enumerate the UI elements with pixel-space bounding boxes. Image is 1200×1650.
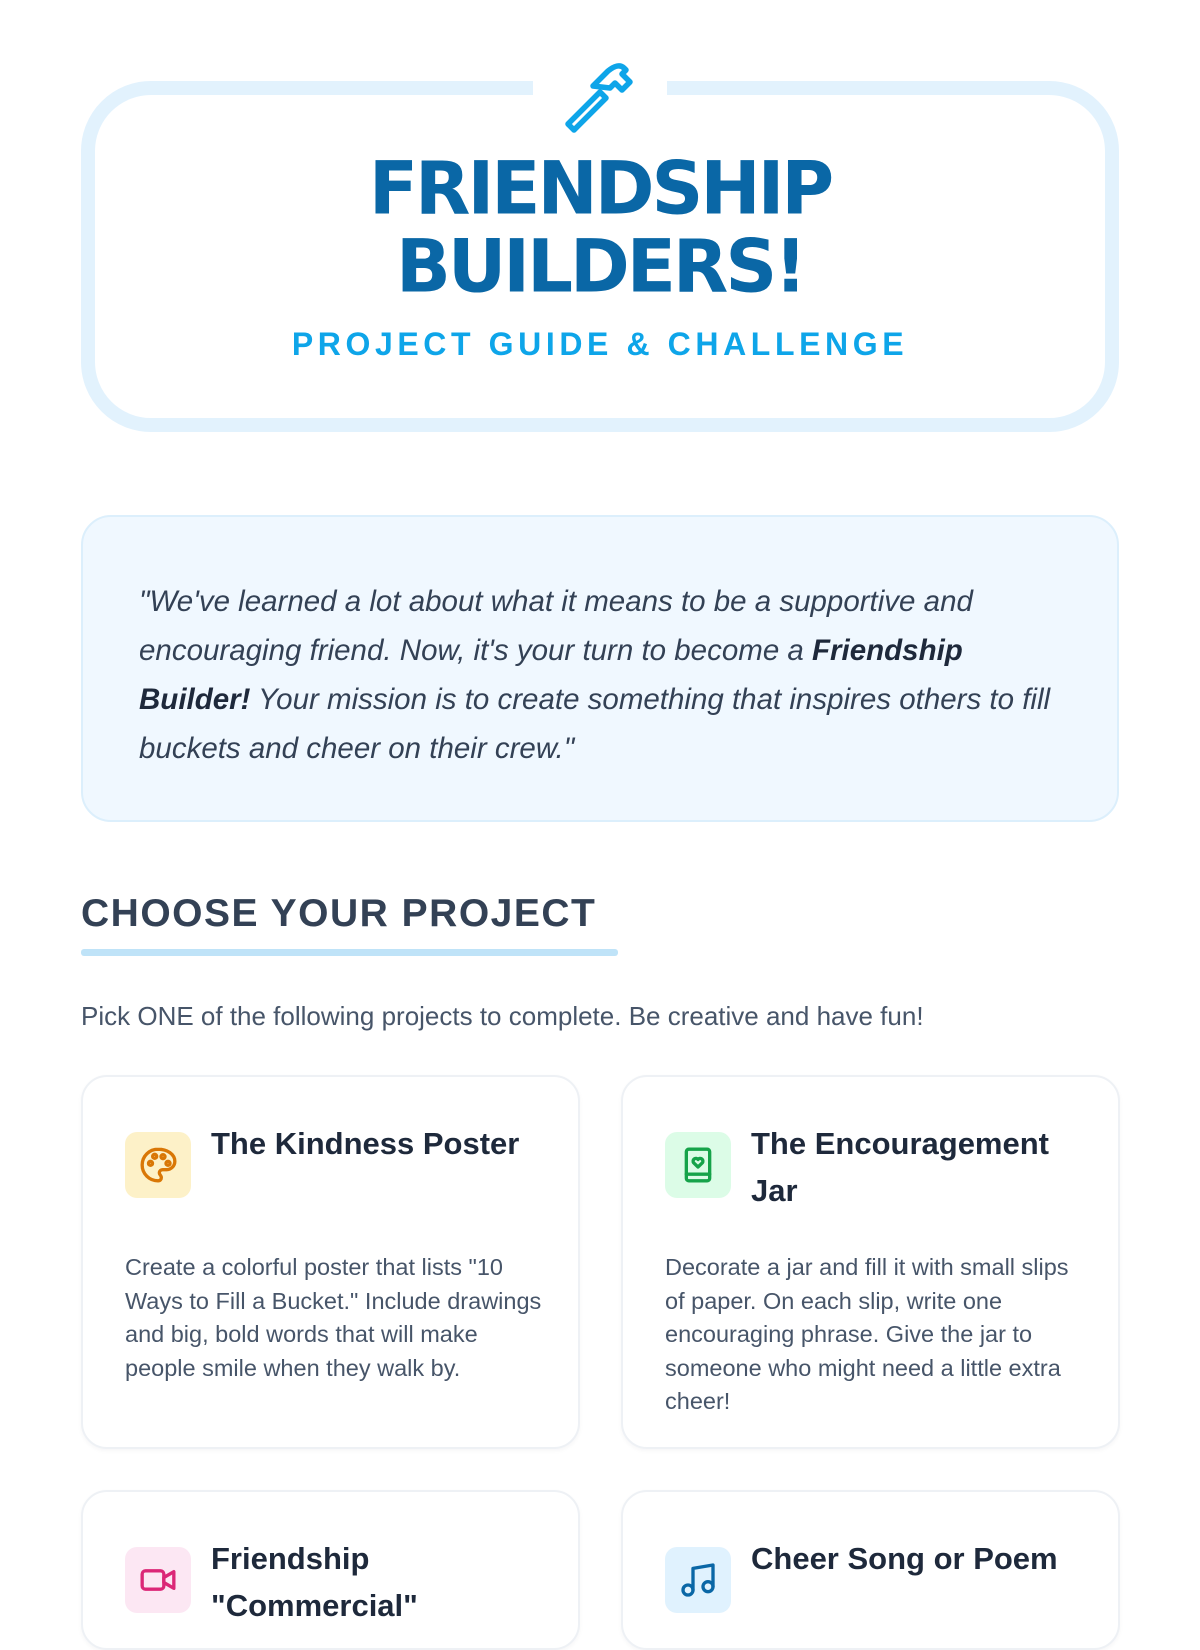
project-badge <box>665 1547 731 1613</box>
project-title: Friendship "Commercial" <box>211 1541 418 1623</box>
project-card-friendship-commercial[interactable] <box>81 1490 580 1650</box>
project-description: Create a colorful poster that lists "10 Ways to Fill a Bucket." Include drawings and big, bold words that will make people smile when they walk by. <box>125 1254 542 1381</box>
page-title-line-2: BUILDERS! <box>395 223 805 309</box>
section-intro: Pick ONE of the following projects to complete. Be creative and have fun! <box>81 1001 924 1031</box>
project-title: The Encouragement Jar <box>751 1126 1049 1208</box>
project-badge <box>665 1132 731 1198</box>
project-badge <box>125 1547 191 1613</box>
section-title: CHOOSE YOUR PROJECT <box>81 892 597 935</box>
project-card-encouragement-jar[interactable] <box>621 1075 1120 1449</box>
palette-icon <box>138 1145 178 1185</box>
project-description: Decorate a jar and fill it with small slips of paper. On each slip, write one encouraging phrase. Give the jar to someone who might need a little extra cheer! <box>665 1254 1069 1414</box>
book-heart-icon <box>678 1145 718 1185</box>
page-subtitle: PROJECT GUIDE & CHALLENGE <box>291 326 909 362</box>
music-note-icon <box>678 1560 718 1600</box>
intro-quote-text: "We've learned a lot about what it means to be a supportive and encouraging friend. Now, it's your turn to become a Friendship Builder! Your mission is to create something that inspires others to fill buckets and cheer on their crew." <box>139 585 1051 765</box>
page-title-line-1: FRIENDSHIP <box>368 145 832 231</box>
project-card-kindness-poster[interactable] <box>81 1075 580 1449</box>
project-badge <box>125 1132 191 1198</box>
project-title: The Kindness Poster <box>211 1126 520 1161</box>
project-title: Cheer Song or Poem <box>751 1541 1058 1576</box>
intro-quote-box <box>81 515 1119 822</box>
hammer-icon <box>560 58 640 134</box>
project-card-cheer-song[interactable] <box>621 1490 1120 1650</box>
intro-quote-emphasis: Friendship Builder! <box>139 634 963 716</box>
section-title-underline <box>81 949 618 956</box>
video-camera-icon <box>138 1560 178 1600</box>
